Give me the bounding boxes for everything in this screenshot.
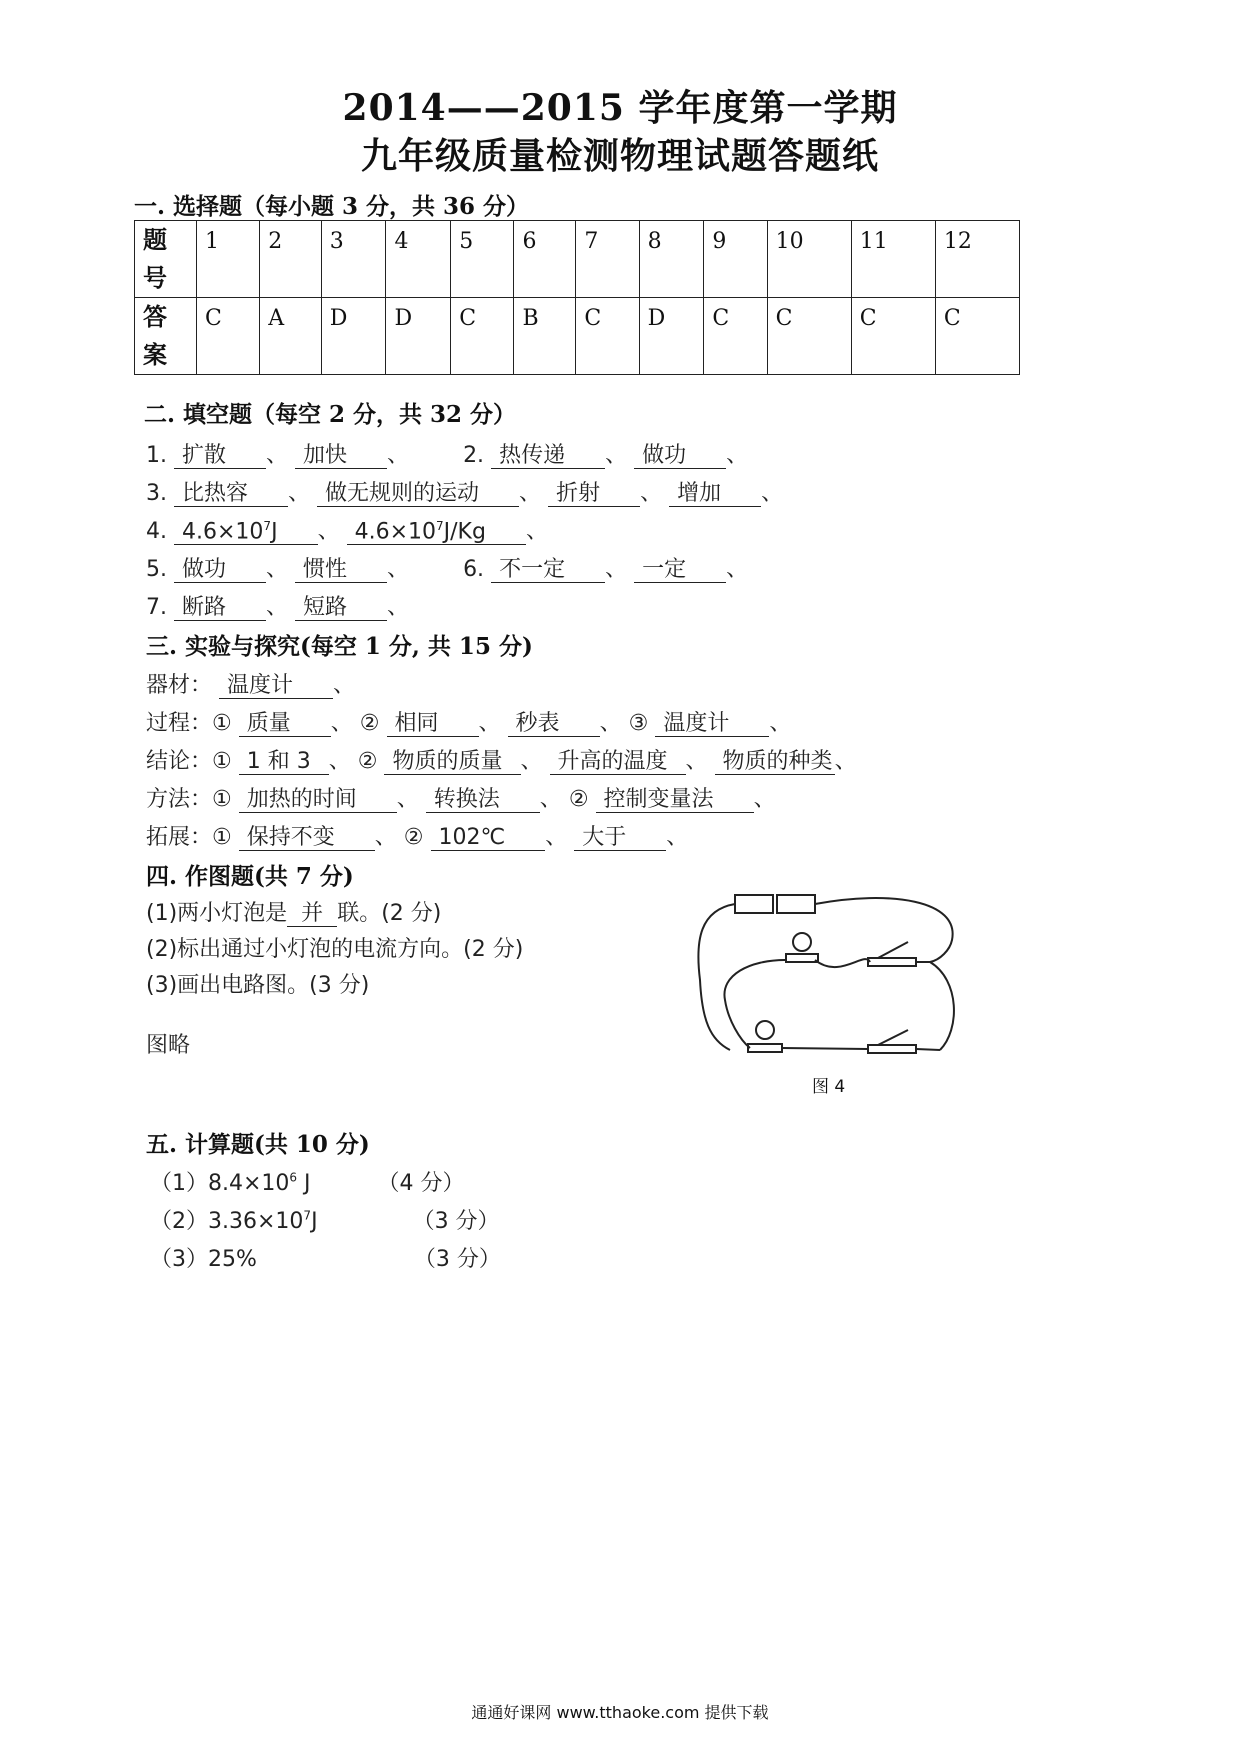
table-cell: 11 (851, 221, 935, 298)
answer-blank: 增加 (669, 482, 761, 507)
table-cell: D (386, 298, 451, 375)
answer-blank: 温度计 (219, 674, 333, 699)
answer-blank: 物质的种类 (715, 750, 835, 775)
answer-blank: 质量 (239, 712, 331, 737)
page-title-line1: 2014——2015 学年度第一学期 (342, 87, 898, 129)
table-cell: C (576, 298, 639, 375)
fill-line-4: 4. $4.6\times 10^7J$ 、 $4.6\times 10^7J/Kg$ 、 (146, 518, 548, 544)
fill-line-5: 5. 做功 、 惯性 、 6. 不一定 、 一定 、 (146, 557, 749, 582)
table-cell: 7 (576, 221, 639, 298)
fill-line-7: 7. 断路 、 短路 、 (146, 595, 410, 620)
table-cell: 6 (514, 221, 576, 298)
wire (815, 959, 870, 967)
answer-blank: 加热的时间 (239, 788, 397, 813)
drawing-note: 图略 (146, 1033, 191, 1058)
process-line: 过程：① 质量 、 ② 相同 、 秒表 、 ③ 温度计 、 (146, 711, 792, 736)
table-cell: C (704, 298, 767, 375)
table-cell: 5 (451, 221, 514, 298)
table-cell: 1 (197, 221, 260, 298)
section4-heading: 四. 作图题(共 7 分) (146, 863, 354, 890)
table-cell: 3 (321, 221, 386, 298)
figure-caption: 图 4 (812, 1077, 846, 1097)
wire (916, 1049, 940, 1050)
wire (782, 1048, 868, 1049)
method-line: 方法：① 加热的时间 、 转换法 、 ② 控制变量法 、 (146, 787, 776, 812)
wire (930, 962, 954, 1050)
table-cell: 2 (260, 221, 321, 298)
table-cell: 12 (935, 221, 1019, 298)
conclusion-line: 结论：① 1 和 3 、 ② 物质的质量 、 升高的温度 、 物质的种类、 (146, 749, 857, 774)
table-cell: 10 (767, 221, 851, 298)
switch-base (868, 1045, 916, 1053)
answer-blank: 热传递 (491, 444, 605, 469)
section5-heading: 五. 计算题(共 10 分) (146, 1131, 370, 1158)
switch-lever (878, 942, 908, 958)
answer-blank: 做功 (174, 558, 266, 583)
calc-item-2: $(2)3.36\times 10^7J$ （3 分） (150, 1208, 500, 1234)
table-cell: A (260, 298, 321, 375)
answer-blank: 大于 (574, 826, 666, 851)
drawing-q2: (2)标出通过小灯泡的电流方向。(2 分) (146, 937, 524, 962)
circuit-figure (690, 880, 970, 1064)
answer-blank: 物质的质量 (384, 750, 520, 775)
answer-blank: 并 (287, 902, 337, 927)
answer-blank: 短路 (295, 596, 387, 621)
wire (724, 960, 785, 1048)
switch-lever (878, 1030, 908, 1045)
answer-table (134, 220, 1020, 375)
circuit-diagram (690, 880, 970, 1060)
answer-blank: 不一定 (491, 558, 605, 583)
table-cell: C (767, 298, 851, 375)
table-cell: 4 (386, 221, 451, 298)
answer-blank: 102℃ (431, 826, 546, 851)
table-cell: 8 (639, 221, 704, 298)
drawing-q3: (3)画出电路图。(3 分) (146, 973, 370, 998)
answer-blank: $4.6\times 10^7J$ (174, 520, 318, 546)
answer-blank: 升高的温度 (550, 750, 686, 775)
answer-blank: 折射 (548, 482, 640, 507)
answer-blank: 惯性 (295, 558, 387, 583)
answer-blank: $4.6\times 10^7J/Kg$ (347, 520, 526, 546)
bulb-icon (793, 933, 811, 951)
answer-blank: 扩散 (174, 444, 266, 469)
answer-blank: 做无规则的运动 (317, 482, 519, 507)
bulb-base (786, 954, 818, 962)
answer-blank: 保持不变 (239, 826, 375, 851)
table-cell: C (851, 298, 935, 375)
table-row-numbers (135, 221, 1020, 298)
answer-blank: 加快 (295, 444, 387, 469)
calc-item-1: $(1)8.4\times 10^6$ J （4 分） (150, 1170, 465, 1196)
answer-blank: 秒表 (508, 712, 600, 737)
fill-line-3: 3. 比热容 、 做无规则的运动 、 折射 、 增加 、 (146, 481, 784, 506)
answer-blank: 相同 (387, 712, 479, 737)
bulb-base (748, 1044, 782, 1052)
table-row-answers (135, 298, 1020, 375)
extension-line: 拓展：① 保持不变 、 ② 102℃ 、 大于 、 (146, 825, 689, 850)
footer-text: 通通好课网 www.tthaoke.com 提供下载 (471, 1703, 769, 1722)
battery-cell (777, 895, 815, 913)
switch-base (868, 958, 916, 966)
equip-line: 器材： 温度计 、 (146, 673, 356, 698)
wire (698, 904, 735, 1050)
table-cell: C (451, 298, 514, 375)
page-title-line2: 九年级质量检测物理试题答题纸 (360, 135, 879, 177)
table-cell: D (639, 298, 704, 375)
row-label-answer: 答 案 (135, 298, 197, 375)
calc-item-3: （3）25% （3 分） (150, 1247, 501, 1272)
bulb-icon (756, 1021, 774, 1039)
fill-line-1: 1. 扩散 、 加快 、 2. 热传递 、 做功 、 (146, 443, 749, 468)
answer-blank: 温度计 (655, 712, 769, 737)
answer-blank: 控制变量法 (596, 788, 754, 813)
answer-blank: 比热容 (174, 482, 288, 507)
table-cell: D (321, 298, 386, 375)
battery-cell (735, 895, 773, 913)
answer-blank: 做功 (634, 444, 726, 469)
table-cell: C (197, 298, 260, 375)
answer-blank: 转换法 (426, 788, 540, 813)
table-cell: C (935, 298, 1019, 375)
answer-blank: 1 和 3 (239, 750, 329, 775)
section2-heading: 二. 填空题（每空 2 分，共 32 分） (144, 401, 517, 428)
section1-heading: 一. 选择题（每小题 3 分，共 36 分） (134, 193, 530, 220)
wire (815, 898, 953, 962)
table-cell: 9 (704, 221, 767, 298)
table-cell: B (514, 298, 576, 375)
drawing-q1: (1)两小灯泡是 并 联。(2 分) (146, 901, 442, 926)
answer-blank: 断路 (174, 596, 266, 621)
answer-blank: 一定 (634, 558, 726, 583)
section3-heading: 三. 实验与探究(每空 1 分, 共 15 分) (146, 633, 533, 660)
row-label-number: 题 号 (135, 221, 197, 298)
